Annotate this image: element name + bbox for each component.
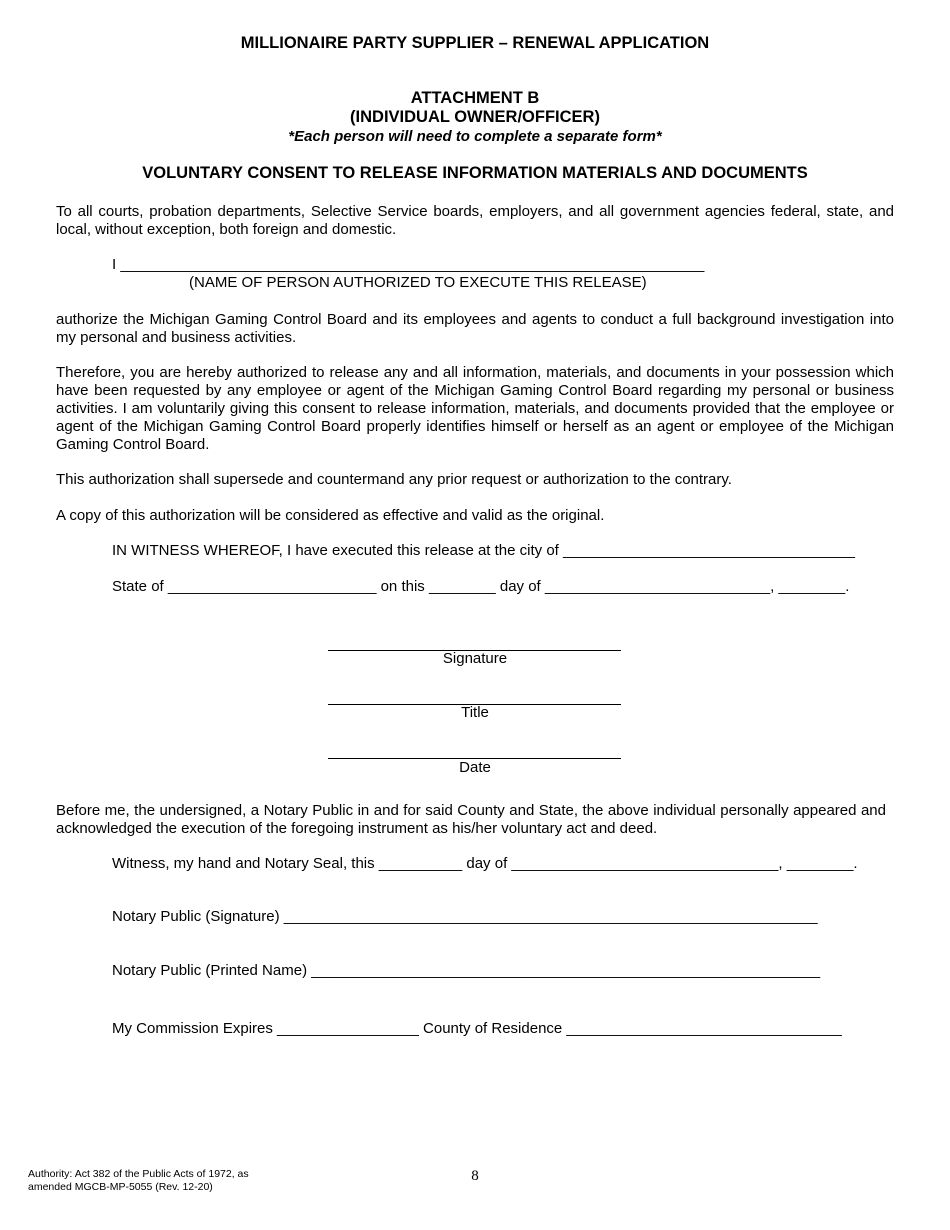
footer-authority-line-1: Authority: Act 382 of the Public Acts of 1972, as (28, 1168, 249, 1180)
supersede-paragraph: This authorization shall supersede and countermand any prior request or authorization to the contrary. (56, 471, 732, 488)
intro-paragraph: To all courts, probation departments, Selective Service boards, employers, and all government agencies federal, state, and local, without exception, both foreign and domestic. (56, 203, 894, 238)
witness-city-line[interactable]: IN WITNESS WHEREOF, I have executed this release at the city of ___________________________________ (112, 542, 855, 559)
section-title: VOLUNTARY CONSENT TO RELEASE INFORMATION MATERIALS AND DOCUMENTS (142, 164, 808, 182)
date-caption: Date (459, 759, 491, 776)
footer-authority-line-2: amended MGCB-MP-5055 (Rev. 12-20) (28, 1180, 213, 1193)
authorize-paragraph: authorize the Michigan Gaming Control Board and its employees and agents to conduct a full background investigation into my personal and business activities. (56, 311, 894, 346)
attachment-subtitle: (INDIVIDUAL OWNER/OFFICER) (350, 108, 600, 126)
page-number: 8 (471, 1168, 479, 1184)
signature-caption: Signature (442, 650, 508, 667)
copy-paragraph: A copy of this authorization will be considered as effective and valid as the original. (56, 507, 605, 524)
therefore-paragraph: Therefore, you are hereby authorized to release any and all information, materials, and documents in your possession which have been requested by any employee or agent of the Michigan Gaming Control Board regarding my personal or business activities. I am voluntarily giving this consent to release information, materials, and documents provided that the employee or agent of the Michigan Gaming Control Board properly identifies himself or herself as an agent or employee of the Michigan Gaming Control Board. (56, 364, 894, 453)
notary-signature-line[interactable]: Notary Public (Signature) ________________________________________________________________ (112, 908, 818, 925)
attachment-label: ATTACHMENT B (410, 89, 540, 107)
name-field-caption: (NAME OF PERSON AUTHORIZED TO EXECUTE THIS RELEASE) (189, 274, 647, 291)
notary-printed-name-line[interactable]: Notary Public (Printed Name) _____________________________________________________________ (112, 962, 821, 979)
state-date-line[interactable]: State of _________________________ on this ________ day of ___________________________, ________. (112, 578, 850, 595)
name-field-line[interactable]: I ______________________________________________________________________ (112, 256, 705, 273)
notary-witness-line[interactable]: Witness, my hand and Notary Seal, this __________ day of ________________________________, ________. (112, 855, 858, 872)
title-caption: Title (461, 704, 489, 721)
separate-form-note: *Each person will need to complete a separate form* (288, 128, 662, 145)
commission-county-line[interactable]: My Commission Expires _________________ County of Residence _________________________________ (112, 1020, 842, 1037)
notary-intro-paragraph: Before me, the undersigned, a Notary Public in and for said County and State, the above individual personally appeared and acknowledged the execution of the foregoing instrument as his/her voluntary act and deed. (56, 802, 886, 837)
form-main-title: MILLIONAIRE PARTY SUPPLIER – RENEWAL APPLICATION (240, 34, 710, 52)
